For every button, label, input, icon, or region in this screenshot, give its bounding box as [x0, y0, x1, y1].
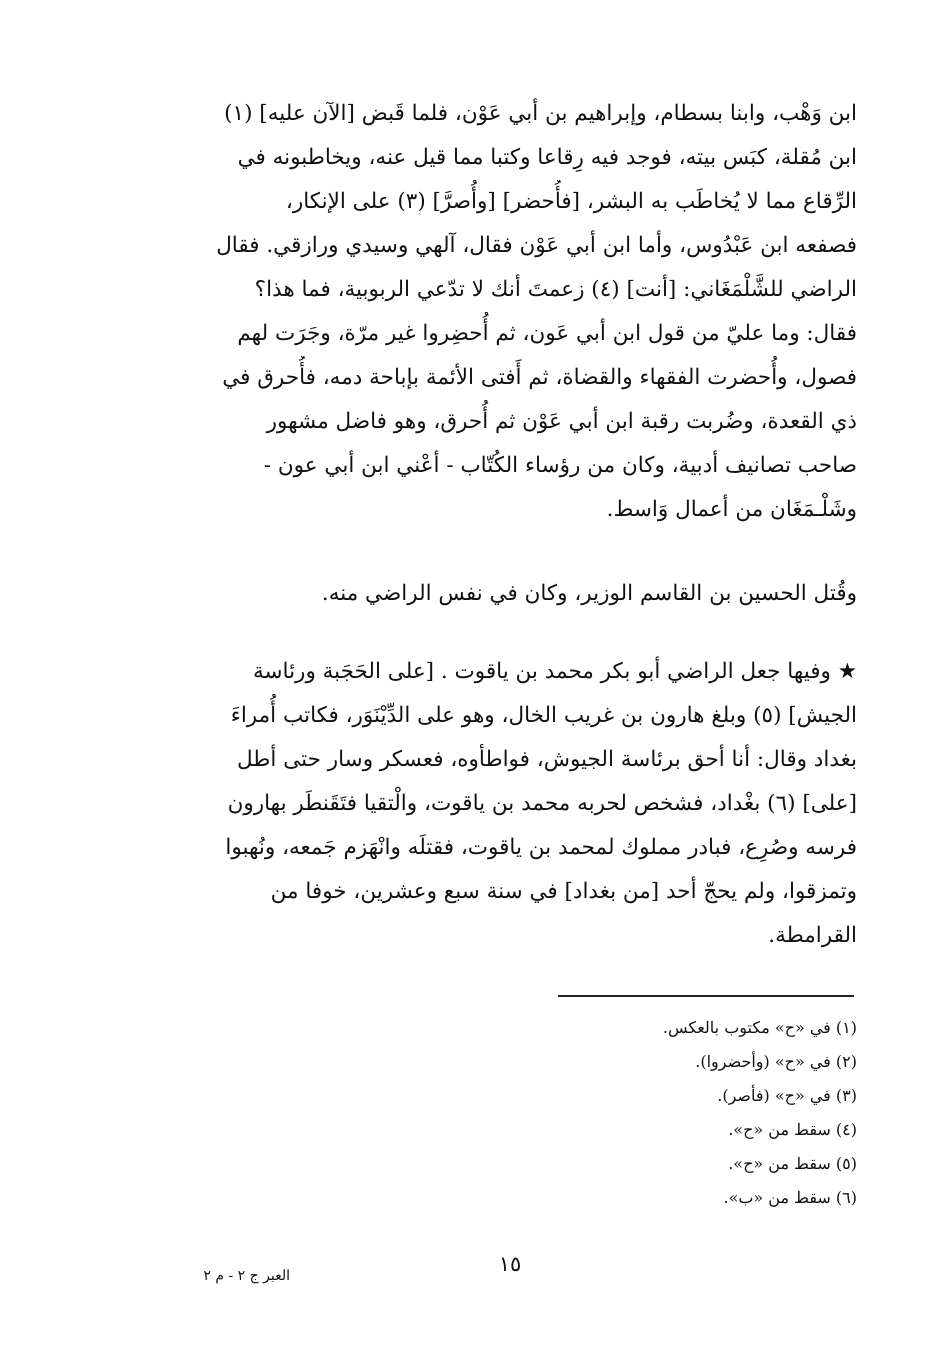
- footnote: (٣) في «ح» (فأصر).: [717, 1086, 857, 1105]
- text-line: الراضي للشَّلْمَغَاني: [أنت] (٤) زعمتَ أنك لا تدّعي الربوبية، فما هذا؟: [254, 277, 857, 302]
- text-line: وتمزقوا، ولم يحجّ أحد [من بغداد] في سنة سبع وعشرين، خوفا من: [270, 879, 857, 904]
- text-line: فصفعه ابن عَبْدُوس، وأما ابن أبي عَوْن فقال، آلهي وسيدي ورازقي. فقال: [216, 233, 857, 258]
- paragraph-1: [157, 92, 857, 532]
- footnotes: [357, 1011, 857, 1215]
- text-line: القرامطة.: [768, 923, 857, 948]
- text-line: الجيش] (٥) وبلغ هارون بن غريب الخال، وهو على الدِّيْنَوَر، فكاتب أُمراءَ: [230, 703, 857, 728]
- text-line: فصول، وأُحضرت الفقهاء والقضاة، ثم أَفتى الأئمة بإباحة دمه، فأُحرق في: [222, 365, 857, 390]
- text-line: ★ وفيها جعل الراضي أبو بكر محمد بن ياقوت . [على الحَجَبة ورئاسة: [252, 659, 857, 684]
- text-line: ابن وَهْب، وابنا بسطام، وإبراهيم بن أبي عَوْن، فلما قَبض [الآن عليه] (١): [224, 101, 857, 126]
- text-line: بغداد وقال: أنا أحق برئاسة الجيوش، فواطأوه، فعسكر وسار حتى أطل: [237, 747, 857, 772]
- text-line: ذي القعدة، وضُربت رقبة ابن أبي عَوْن ثم أُحرق، وهو فاضل مشهور: [266, 409, 857, 434]
- footnote: (٤) سقط من «ح».: [728, 1120, 857, 1139]
- page-number: ١٥: [498, 1252, 522, 1276]
- text-line: فرسه وصُرِع، فبادر مملوك لمحمد بن ياقوت، فقتلَه وانْهَزم جَمعه، ونُهبوا: [225, 835, 857, 860]
- text-line: فقال: وما عليّ من قول ابن أبي عَون، ثم أُحضِروا غير مرّة، وجَرَت لهم: [237, 321, 857, 346]
- text-line: وقُتل الحسين بن القاسم الوزير، وكان في نفس الراضي منه.: [321, 581, 857, 606]
- paragraph-3: [157, 650, 857, 958]
- footnote-divider: [558, 995, 854, 997]
- footnote: (١) في «ح» مكتوب بالعكس.: [662, 1018, 857, 1037]
- text-line: ابن مُقلة، كبَس بيته، فوجد فيه رِقاعا وكتبا مما قيل عنه، ويخاطبونه في: [237, 145, 857, 170]
- footnote: (٥) سقط من «ح».: [728, 1154, 857, 1173]
- text-line: وشَلْـمَغَان من أعمال وَاسط.: [606, 497, 857, 522]
- paragraph-2: [157, 572, 857, 616]
- footnote: (٦) سقط من «ب».: [723, 1188, 857, 1207]
- text-line: [على] (٦) بغْداد، فشخص لحربه محمد بن ياقوت، والْتقيا فتَقَنطَر بهارون: [227, 791, 857, 816]
- text-line: صاحب تصانيف أدبية، وكان من رؤساء الكُتّاب - أعْني ابن أبي عون -: [263, 453, 857, 478]
- footnote: (٢) في «ح» (وأحضروا).: [695, 1052, 857, 1071]
- text-line: الرِّقاع مما لا يُخاطَب به البشر، [فأُحضر] [وأُصرَّ] (٣) على الإنكار،: [285, 189, 857, 214]
- printer-signature: العبر ج ٢ - م ٢: [203, 1268, 290, 1284]
